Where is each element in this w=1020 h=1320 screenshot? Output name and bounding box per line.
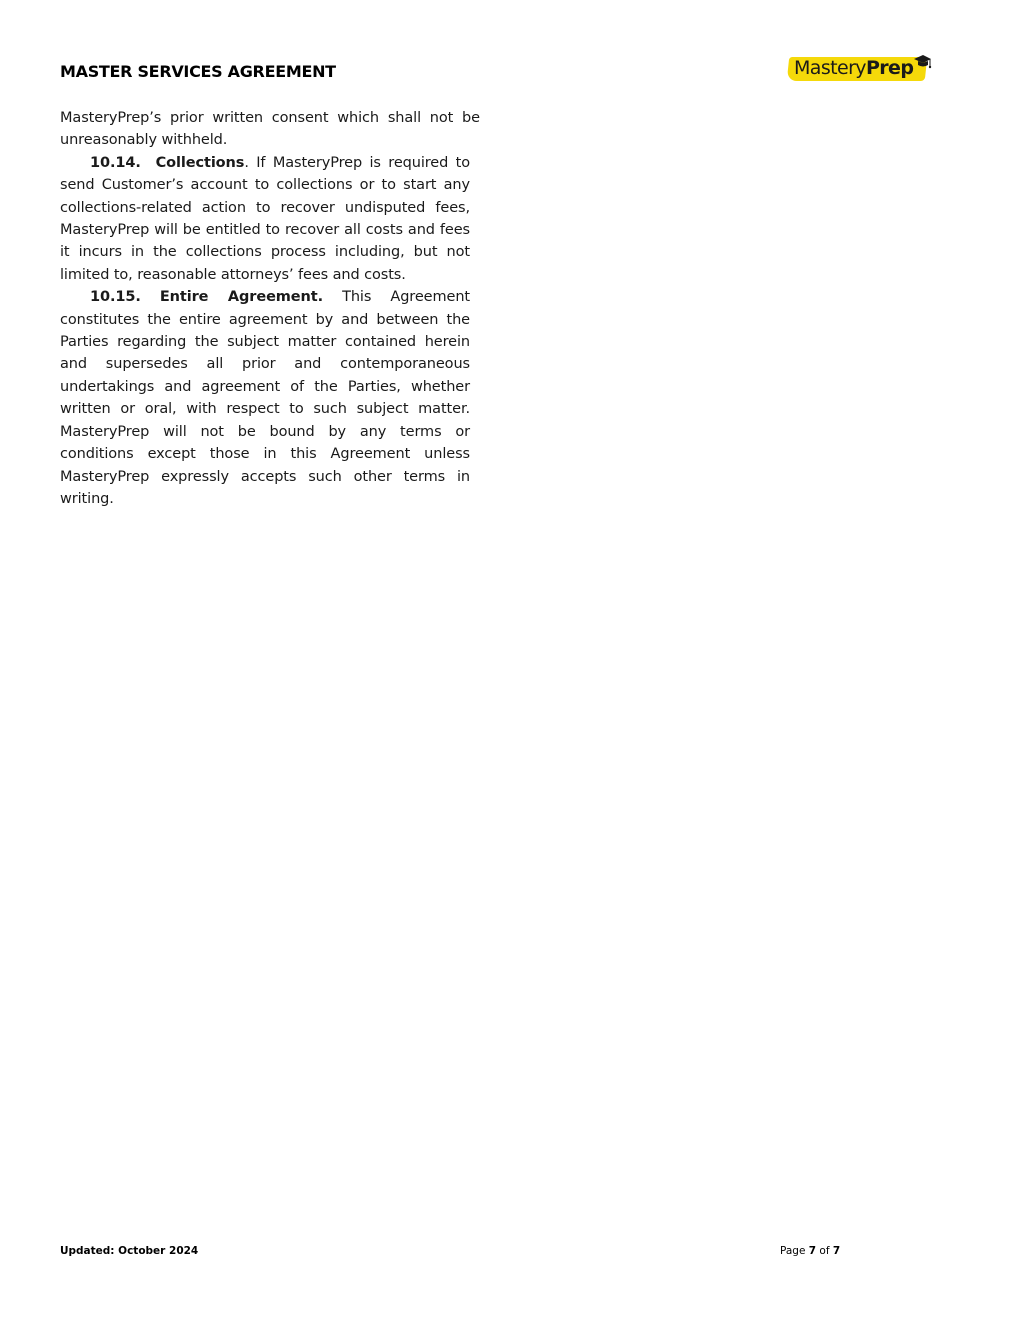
updated-date: Updated: October 2024: [60, 1245, 199, 1257]
section-heading: Collections: [155, 154, 245, 171]
logo-text: MasteryPrep: [794, 57, 914, 79]
agreement-body: [60, 107, 480, 510]
section-10-14: [60, 152, 470, 286]
continuation-paragraph: MasteryPrep’s prior written consent which shall not be unreasonably withheld.: [60, 110, 480, 149]
document-title: MASTER SERVICES AGREEMENT: [60, 62, 336, 81]
section-10-15: [60, 286, 470, 510]
section-heading: Entire Agreement.: [159, 289, 324, 306]
section-text: . If MasteryPrep is required to send Customer’s account to collections or to start any collections-related action to recover undisputed fees, MasteryPrep will be entitled to recover all costs and fees it incurs in the collections process including, but not limited to, reasonable attorneys’ fees and costs.: [60, 154, 470, 283]
graduation-cap-icon: [912, 54, 932, 70]
section-number: 10.14.: [90, 154, 141, 171]
section-text: This Agreement constitutes the entire agreement by and between the Parties regarding the subject matter contained herein and supersedes all prior and contemporaneous undertakings and agreement of the Parties, whether written or oral, with respect to such subject matter. MasteryPrep will not be bound by any terms or conditions except those in this Agreement unless MasteryPrep expressly accepts such other terms in writing.: [60, 289, 471, 507]
page-number: Page 7 of 7: [780, 1245, 841, 1257]
section-number: 10.15.: [90, 289, 141, 306]
masteryprep-logo: [788, 52, 934, 84]
